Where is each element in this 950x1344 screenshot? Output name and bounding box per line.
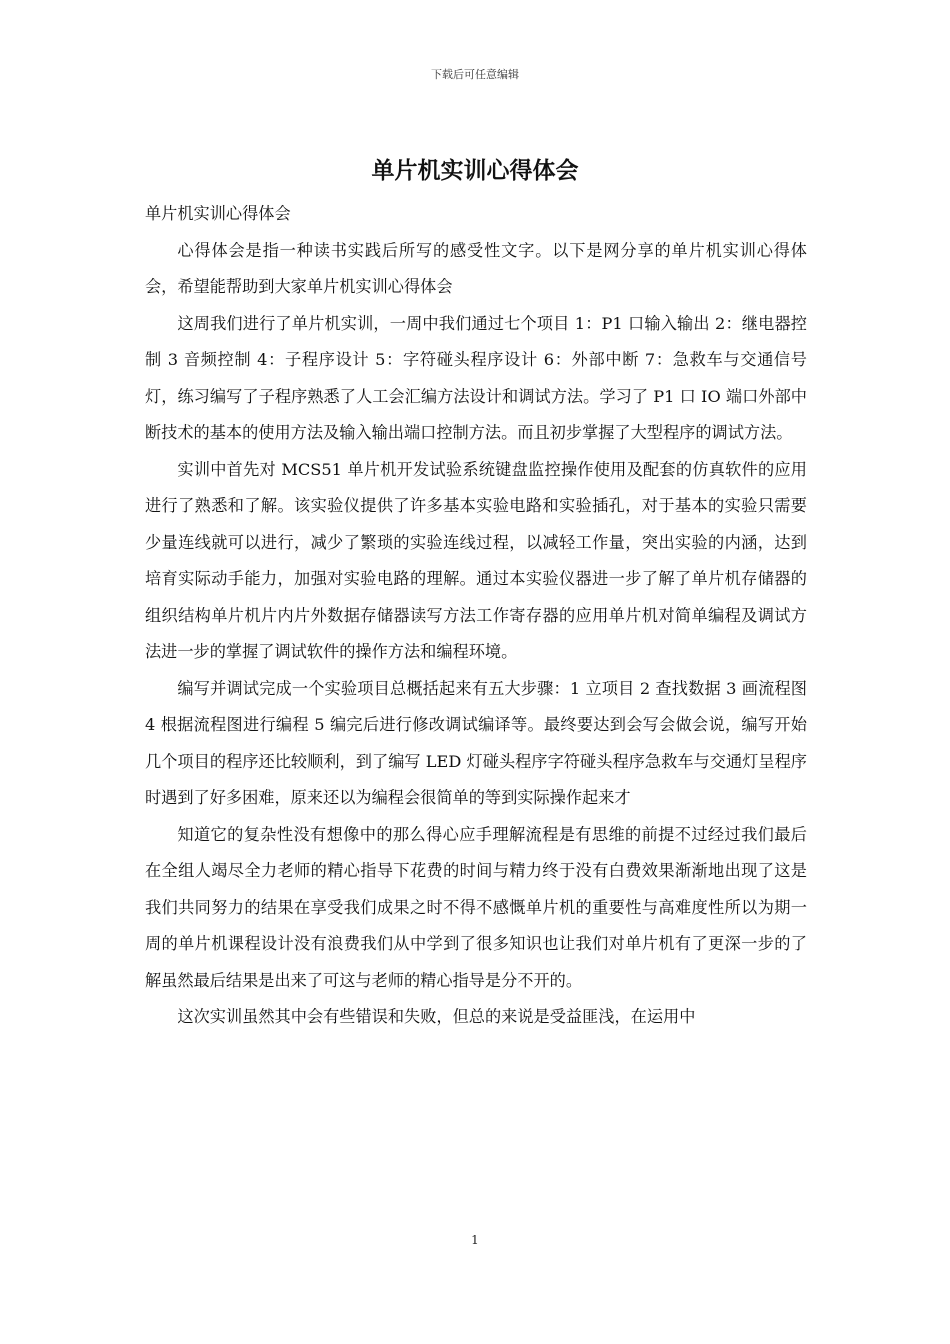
- paragraph-reflection: 知道它的复杂性没有想像中的那么得心应手理解流程是有思维的前提不过经过我们最后在全组人竭尽全力老师的精心指导下花费的时间与精力终于没有白费效果渐渐地出现了这是我们共同努力的结果在享受我们成果之时不得不感慨单片机的重要性与高难度性所以为期一周的单片机课程设计没有浪费我们从中学到了很多知识也让我们对单片机有了更深一步的了解虽然最后结果是出来了可这与老师的精心指导是分不开的。: [145, 824, 807, 990]
- document-subtitle: 单片机实训心得体会: [145, 204, 291, 223]
- document-body: [145, 196, 807, 1036]
- paragraph-steps: 编写并调试完成一个实验项目总概括起来有五大步骤：1 立项目 2 查找数据 3 画流程图 4 根据流程图进行编程 5 编完后进行修改调试编译等。最终要达到会写会做会说，编写开始几个项目的程序还比较顺利，到了编写 LED 灯碰头程序字符碰头程序急救车与交通灯呈程序时遇到了好多困难，原来还以为编程会很简单的等到实际操作起来才: [145, 678, 807, 807]
- paragraph-conclusion: 这次实训虽然其中会有些错误和失败，但总的来说是受益匪浅，在运用中: [177, 1007, 696, 1026]
- page-number: 1: [471, 1233, 479, 1247]
- document-title: 单片机实训心得体会: [371, 157, 579, 184]
- page-header-note: 下载后可任意编辑: [431, 68, 519, 81]
- paragraph-projects: 这周我们进行了单片机实训，一周中我们通过七个项目 1：P1 口输入输出 2：继电器控制 3 音频控制 4：子程序设计 5：字符碰头程序设计 6：外部中断 7：急救车与交通信号灯，练习编写了子程序熟悉了人工会汇编方法设计和调试方法。学习了 P1 口 IO 端口外部中断技术的基本的使用方法及输入输出端口控制方法。而且初步掌握了大型程序的调试方法。: [145, 313, 807, 442]
- paragraph-intro: 心得体会是指一种读书实践后所写的感受性文字。以下是网分享的单片机实训心得体会，希望能帮助到大家单片机实训心得体会: [145, 240, 807, 296]
- paragraph-experiment-system: 实训中首先对 MCS51 单片机开发试验系统键盘监控操作使用及配套的仿真软件的应用进行了熟悉和了解。该实验仪提供了许多基本实验电路和实验插孔，对于基本的实验只需要少量连线就可以进行，减少了繁琐的实验连线过程，以减轻工作量，突出实验的内涵，达到培育实际动手能力，加强对实验电路的理解。通过本实验仪器进一步了解了单片机存储器的组织结构单片机片内片外数据存储器读写方法工作寄存器的应用单片机对简单编程及调试方法进一步的掌握了调试软件的操作方法和编程环境。: [145, 459, 807, 661]
